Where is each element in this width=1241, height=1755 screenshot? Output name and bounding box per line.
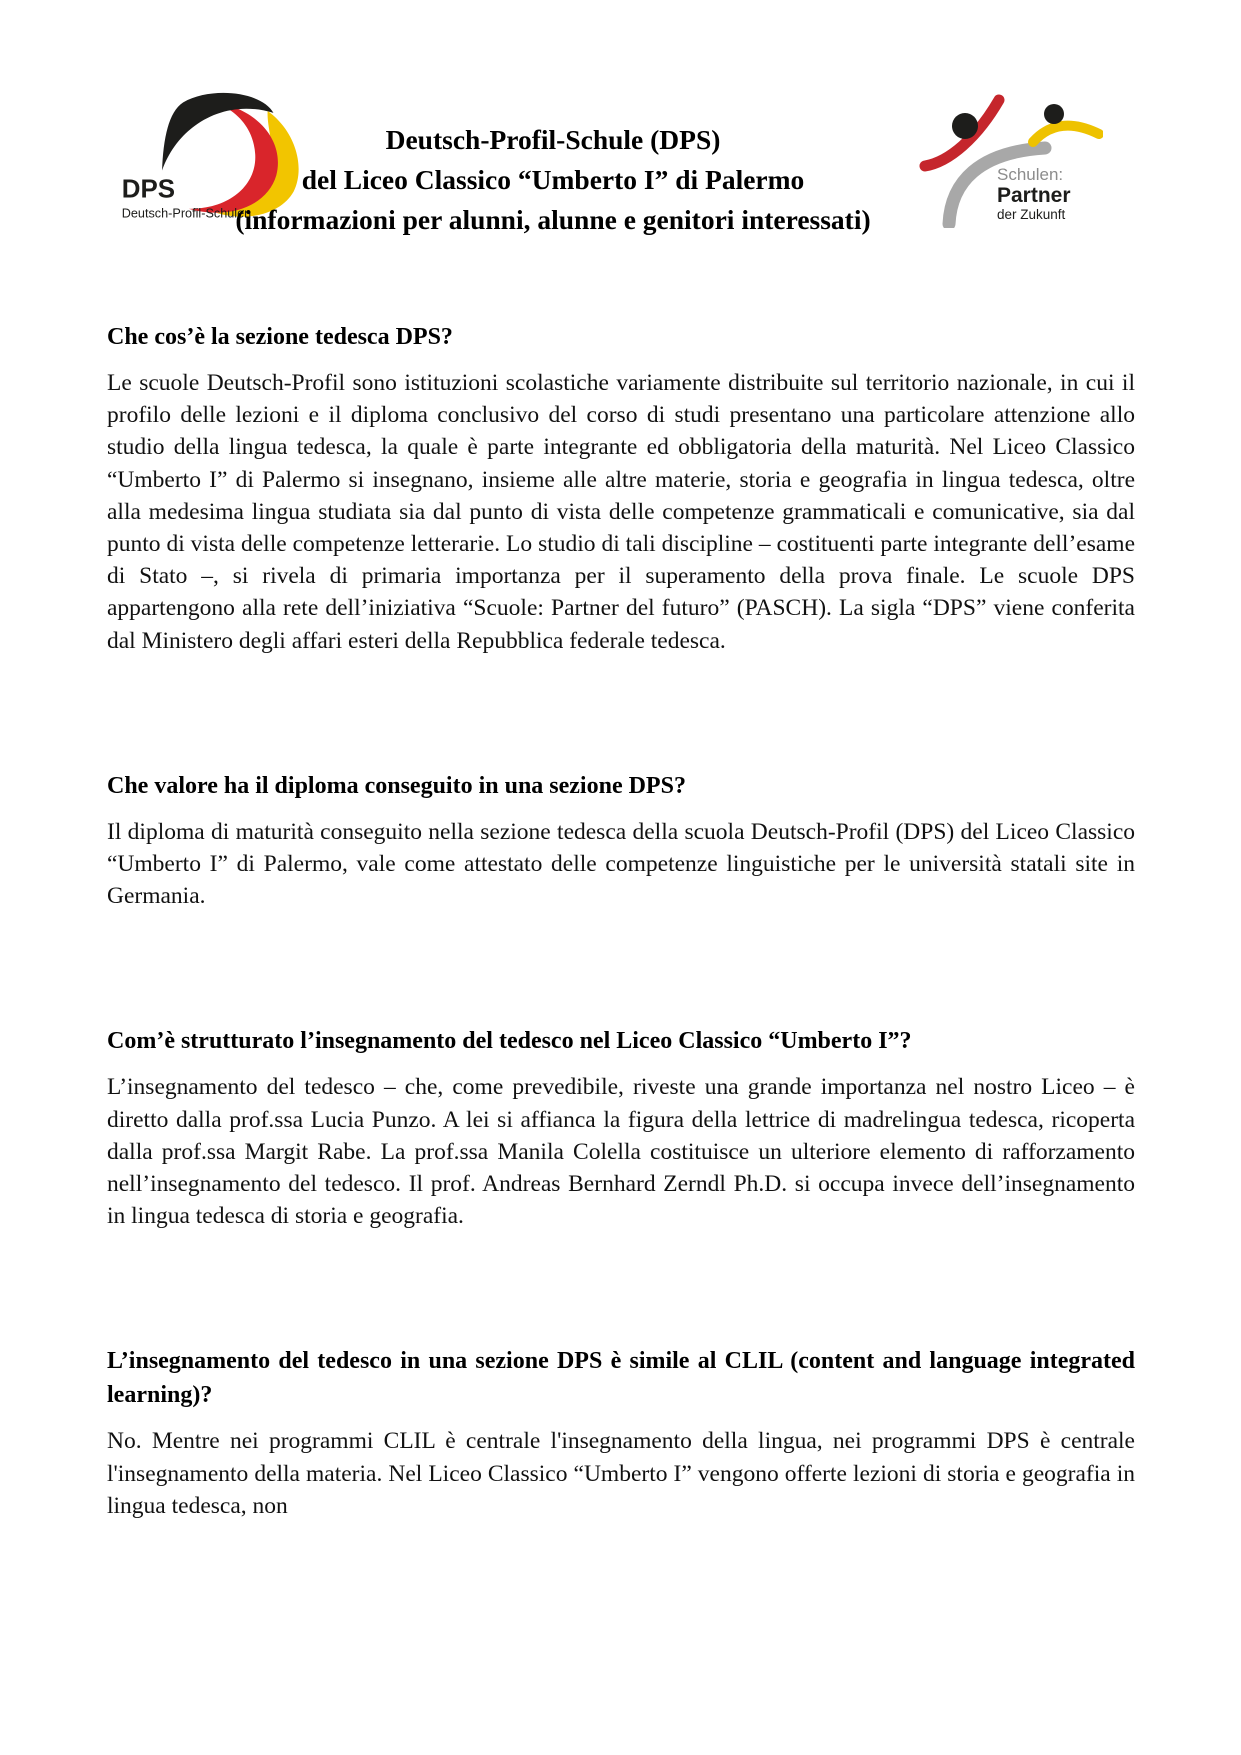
title-line-2: del Liceo Classico “Umberto I” di Palermo [301,164,805,195]
section-clil-comparison [107,1344,1135,1522]
pasch-label-der-zukunft: der Zukunft [997,207,1066,222]
section-heading: L’insegnamento del tedesco in una sezione DPS è simile al CLIL (content and language integrated learning)? [107,1348,1135,1409]
title-line-1: Deutsch-Profil-Schule (DPS) [385,124,721,155]
section-heading: Che cos’è la sezione tedesca DPS? [107,324,453,350]
section-paragraph: Il diploma di maturità conseguito nella sezione tedesca della scuola Deutsch-Profil (DPS) del Liceo Classico “Umberto I” di Palermo, vale come attestato delle competenze linguistiche per le università statali site in Germania. [107,818,1135,910]
pasch-label-partner: Partner [997,184,1071,207]
document-body [107,320,1135,1522]
pasch-logo [903,90,1103,228]
section-heading: Che valore ha il diploma conseguito in una sezione DPS? [107,772,686,799]
dps-caption-label: Deutsch-Profil-Schulen [121,206,252,221]
section-heading: Com’è strutturato l’insegnamento del tedesco nel Liceo Classico “Umberto I”? [107,1028,912,1055]
pasch-logo-icon [903,90,1103,228]
section-paragraph: Le scuole Deutsch-Profil sono istituzioni scolastiche variamente distribuite sul territorio nazionale, in cui il profilo delle lezioni e il diploma conclusivo del corso di studi presentano una particolare attenzione allo studio della lingua tedesca, la quale è parte integrante ed obbligatoria della maturità. Nel Liceo Classico “Umberto I” di Palermo si insegnano, insieme alle altre materie, storia e geografia in lingua tedesca, oltre alla medesima lingua studiata sia dal punto di vista delle competenze grammaticali e comunicative, sia dal punto di vista delle competenze letterarie. Lo studio di tali discipline – costituenti parte integrante dell’esame di Stato –, si rivela di primaria importanza per il superamento della prova finale. Le scuole DPS appartengono alla rete dell’iniziativa “Scuole: Partner del futuro” (PASCH). La sigla “DPS” viene conferita dal Ministero degli affari esteri della Repubblica federale tedesca. [107,370,1135,654]
section-paragraph: No. Mentre nei programmi CLIL è centrale l'insegnamento della lingua, nei programmi DPS è centrale l'insegnamento della materia. Nel Liceo Classico “Umberto I” vengono offerte lezioni di storia e geografia in lingua tedesca, non [107,1428,1135,1519]
section-teaching-structure [107,1024,1135,1232]
document-title [100,120,1006,240]
pasch-label-schulen: Schulen: [997,165,1064,184]
section-paragraph: L’insegnamento del tedesco – che, come prevedibile, riveste una grande importanza nel nostro Liceo – è diretto dalla prof.ssa Lucia Punzo. A lei si affianca la figura della lettrice di madrelingua tedesca, ricoperta dalla prof.ssa Margit Rabe. La prof.ssa Manila Colella costituisce un ulteriore elemento di rafforzamento nell’insegnamento del tedesco. Il prof. Andreas Bernhard Zerndl Ph.D. si occupa invece dell’insegnamento in lingua tedesca di storia e geografia. [107,1074,1135,1230]
title-line-3: (informazioni per alunni, alunne e genitori interessati) [235,204,871,235]
section-what-is-dps [107,320,1135,657]
pasch-yellow-figure [1033,126,1099,142]
pasch-yellow-figure-head [1044,104,1064,124]
dps-acronym-label: DPS [121,175,176,204]
section-diploma-value [107,769,1135,913]
pasch-red-figure-head [952,113,978,139]
